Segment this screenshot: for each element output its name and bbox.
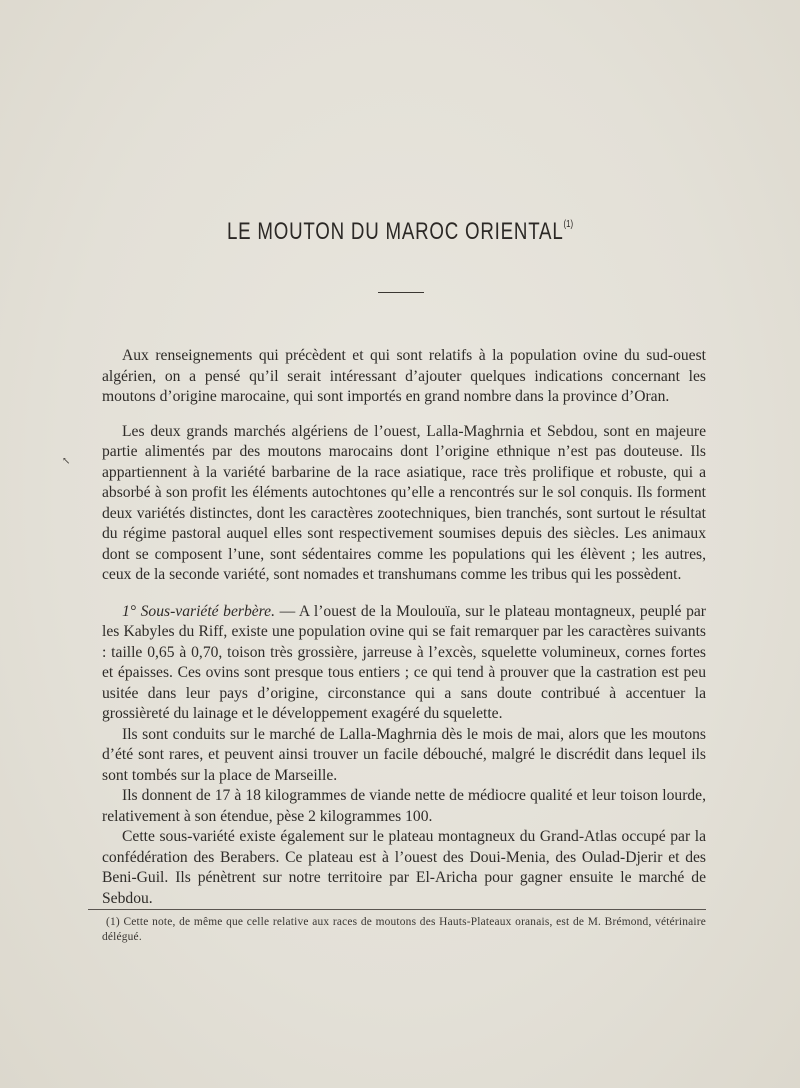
paragraph-intro: Aux renseignements qui précèdent et qui sont relatifs à la population ovine du sud-ouest algérien, on a pensé qu’il serait intéressant d’ajouter quelques indications concernant les moutons d’origine marocaine, qui sont importés en grand nombre dans la province d’Oran.: [102, 347, 706, 405]
title-divider: [378, 292, 424, 293]
article-body: [102, 346, 706, 909]
subsection-text: — A l’ouest de la Moulouïa, sur le plateau montagneux, peuplé par les Kabyles du Riff, existe une population ovine qui se fait remarquer par les caractères suivants : taille 0,65 à 0,70, toison très grossière, jarreuse à l’excès, squelette volumineux, cornes fortes et épaisses. Ces ovins sont presque tous entiers ; ce qui tend à prouver que la castration est peu usitée dans leur pays d’origine, circonstance qui a sans doute contribué à accentuer la grossièreté du lainage et le développement exagéré du squelette.: [102, 602, 706, 722]
paragraph-subvariety: [102, 602, 706, 725]
paragraph-grand-atlas: Cette sous-variété existe également sur le plateau montagneux du Grand-Atlas occupé par la confédération des Berabers. Ce plateau est à l’ouest des Doui-Menia, des Oulad-Djerir et des Beni-Guil. Ils pénètrent sur notre territoire par El-Aricha pour gagner ensuite le marché de Sebdou.: [102, 828, 706, 907]
footnote-text: (1) Cette note, de même que celle relative aux races de moutons des Hauts-Plateaux oranais, est de M. Brémond, vétérinaire délégué.: [102, 916, 706, 943]
paragraph-markets: Les deux grands marchés algériens de l’ouest, Lalla-Maghrnia et Sebdou, sont en majeure partie alimentés par des moutons marocains dont l’origine ethnique n’est pas douteuse. Ils appartiennent à la variété barbarine de la race asiatique, race très prolifique et robuste, qui a absorbé à son profit les éléments autochtones qu’elle a rencontrés sur le sol conquis. Ils forment deux variétés distinctes, dont les caractères zootechniques, bien tranchés, sont surtout le résultat du régime pastoral auquel elles sont respectivement soumises depuis des siècles. Les animaux dont se composent l’une, sont sédentaires comme les populations qui les élèvent ; les autres, ceux de la seconde variété, sont nomades et transhumans comme les tribus qui les possèdent.: [102, 422, 706, 583]
margin-mark-icon: ↖: [62, 456, 71, 467]
paragraph-yield: Ils donnent de 17 à 18 kilogrammes de viande nette de médiocre qualité et leur toison lourde, relativement à son étendue, pèse 2 kilogrammes 100.: [102, 787, 706, 825]
title-text: LE MOUTON DU MAROC ORIENTAL: [226, 218, 564, 245]
footnote-divider: [88, 909, 706, 910]
title-footnote-ref: (1): [563, 219, 574, 230]
paragraph-market-conduct: Ils sont conduits sur le marché de Lalla-Maghrnia dès le mois de mai, alors que les moutons d’été sont rares, et peuvent ainsi trouver un facile débouché, malgré le discrédit dans lequel ils sont tombés sur la place de Marseille.: [102, 725, 706, 784]
subsection-heading: 1° Sous-variété berbère.: [122, 602, 275, 620]
footnote: [102, 915, 706, 945]
page-title: [88, 218, 712, 246]
